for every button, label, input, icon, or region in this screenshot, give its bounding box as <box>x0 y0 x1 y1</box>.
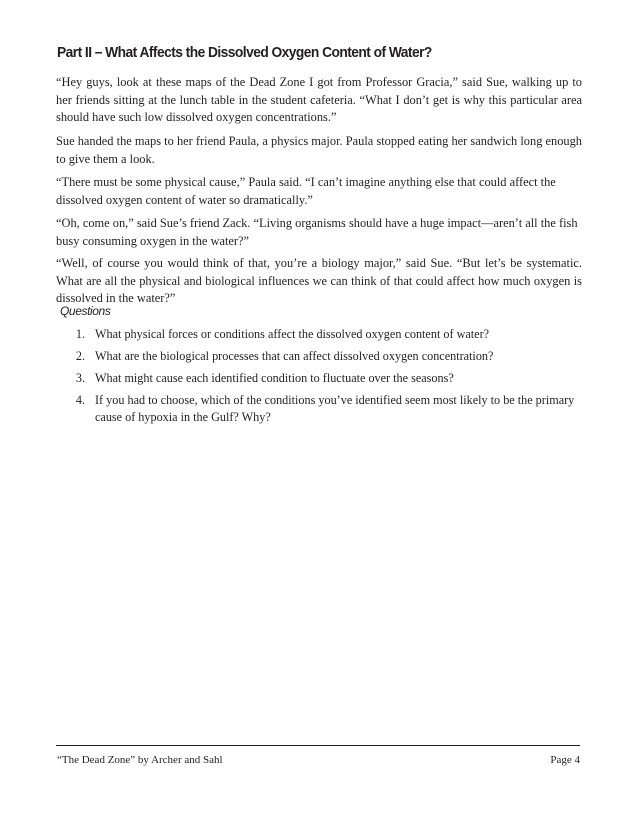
footer-citation: “The Dead Zone” by Archer and Sahl <box>57 754 223 766</box>
question-number: 2. <box>75 349 85 363</box>
questions-list <box>60 326 580 431</box>
question-item <box>60 392 580 426</box>
question-text: What are the biological processes that can affect dissolved oxygen concentration? <box>95 349 494 363</box>
footer-divider <box>56 745 580 746</box>
paragraph-sue-maps: “Hey guys, look at these maps of the Dead Zone I got from Professor Gracia,” said Sue, walking up to her friends sitting at the lunch table in the student cafeteria. “What I don’t get is why this particular area should have such low dissolved oxygen concentrations.” <box>56 75 582 124</box>
question-item <box>60 348 580 365</box>
page-number: Page 4 <box>550 754 580 766</box>
question-number: 1. <box>75 327 85 341</box>
questions-label: Questions <box>60 304 111 318</box>
paragraph-paula-look: Sue handed the maps to her friend Paula, a physics major. Paula stopped eating her sandwich long enough to give them a look. <box>56 134 582 166</box>
question-text: What physical forces or conditions affect the dissolved oxygen content of water? <box>95 327 490 341</box>
section-heading: Part II – What Affects the Dissolved Oxygen Content of Water? <box>57 44 432 61</box>
paragraph-sue-systematic: “Well, of course you would think of that, you’re a biology major,” said Sue. “But let’s be systematic. What are all the physical and biological influences we can think of that could affect how much oxygen is dissolved in the water?” <box>56 256 582 305</box>
paragraph-paula-physical: “There must be some physical cause,” Paula said. “I can’t imagine anything else that could affect the dissolved oxygen content of water so dramatically.” <box>56 175 556 207</box>
question-item <box>60 326 580 343</box>
question-item <box>60 370 580 387</box>
paragraph-zack-organisms: “Oh, come on,” said Sue’s friend Zack. “Living organisms should have a huge impact—aren’t all the fish busy consuming oxygen in the water?” <box>56 216 578 248</box>
question-number: 3. <box>75 371 85 385</box>
question-number: 4. <box>75 393 85 407</box>
question-text: What might cause each identified condition to fluctuate over the seasons? <box>95 371 454 385</box>
question-text: If you had to choose, which of the conditions you’ve identified seem most likely to be the primary cause of hypoxia in the Gulf? Why? <box>95 393 575 424</box>
